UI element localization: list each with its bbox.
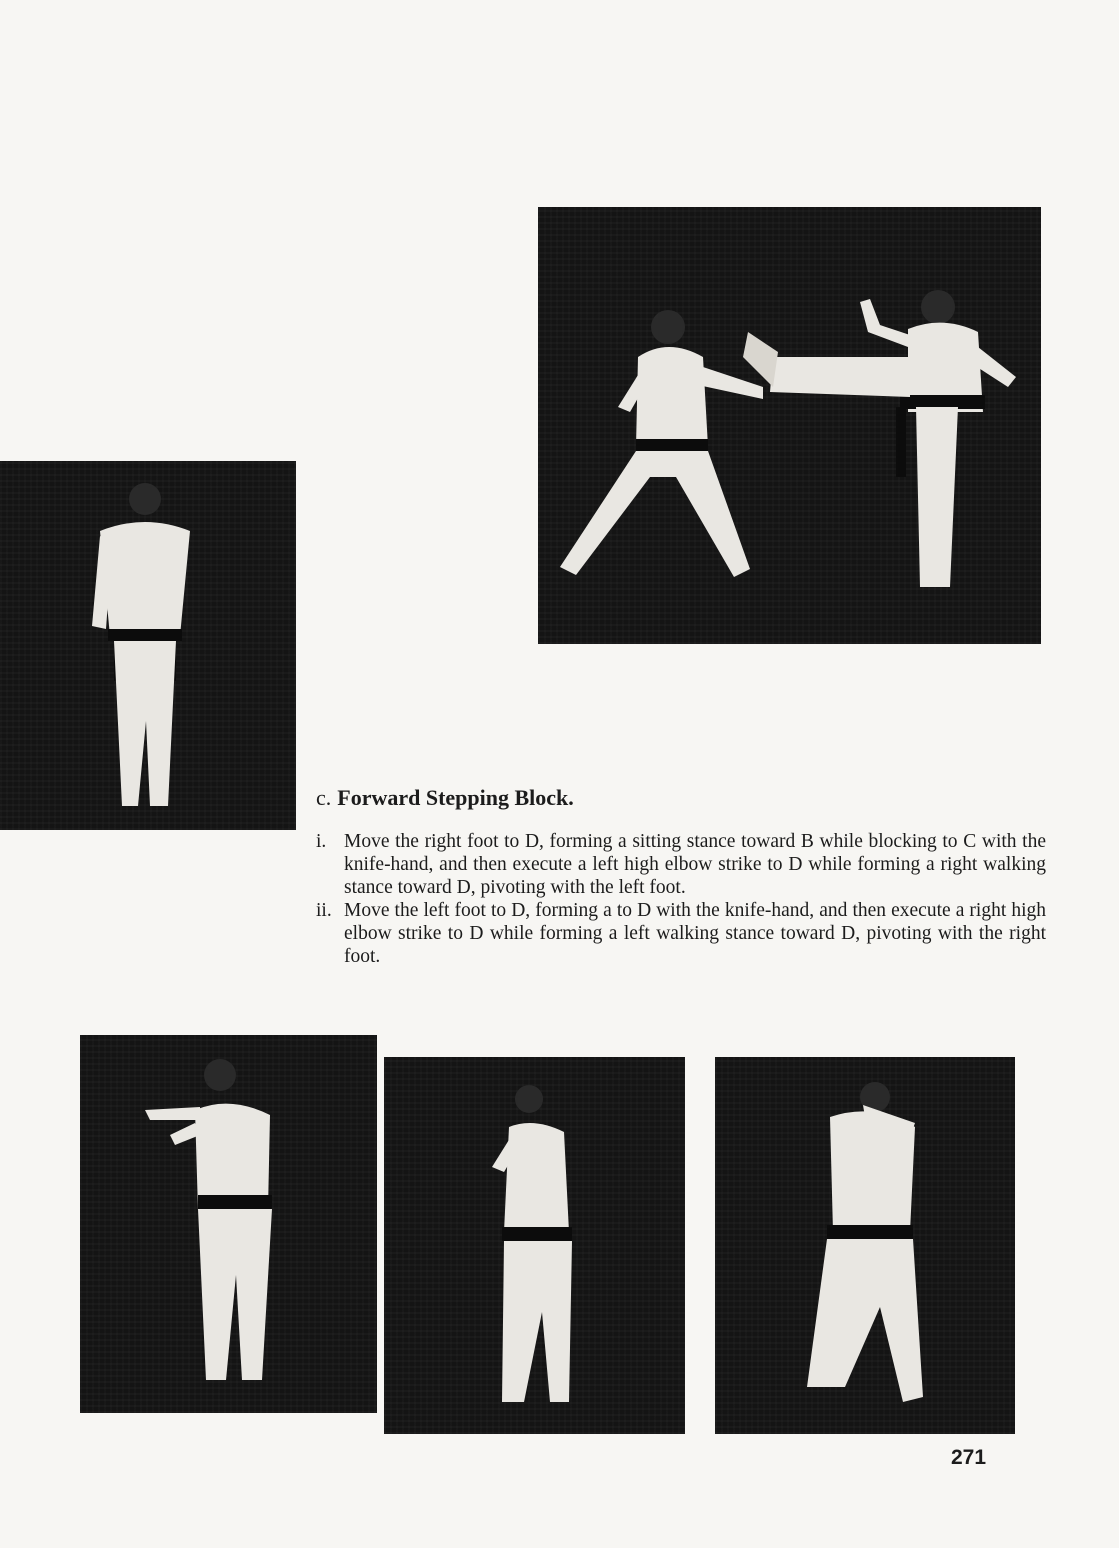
page-number: 271 <box>951 1446 987 1469</box>
knife-hand-block-photo <box>80 1035 377 1413</box>
step-item <box>316 830 1046 899</box>
step-marker: ii. <box>316 900 332 921</box>
elbow-strike-figure-icon <box>715 1057 1015 1434</box>
section-heading <box>316 785 574 811</box>
walking-stance-block-photo <box>384 1057 685 1434</box>
step-marker: i. <box>316 831 327 852</box>
walking-stance-figure-icon <box>384 1057 685 1434</box>
sparring-figures-icon <box>538 207 1041 644</box>
step-text: Move the right foot to D, forming a sitting stance toward B while blocking to C with the knife-hand, and then execute a left high elbow strike to D while forming a right walking stance toward D, pivoting with the left foot. <box>344 831 1046 898</box>
standing-stance-photo <box>0 461 296 830</box>
section-letter: c. <box>316 785 332 810</box>
step-item <box>316 899 1046 968</box>
sparring-kick-photo <box>538 207 1041 644</box>
standing-figure-icon <box>0 461 296 830</box>
blocking-figure-icon <box>80 1035 377 1413</box>
step-text: Move the left foot to D, forming a to D with the knife-hand, and then execute a right high elbow strike to D while forming a left walking stance toward D, pivoting with the right foot. <box>344 900 1046 967</box>
step-list <box>316 830 1046 968</box>
elbow-strike-photo <box>715 1057 1015 1434</box>
section-title: Forward Stepping Block. <box>337 785 574 810</box>
